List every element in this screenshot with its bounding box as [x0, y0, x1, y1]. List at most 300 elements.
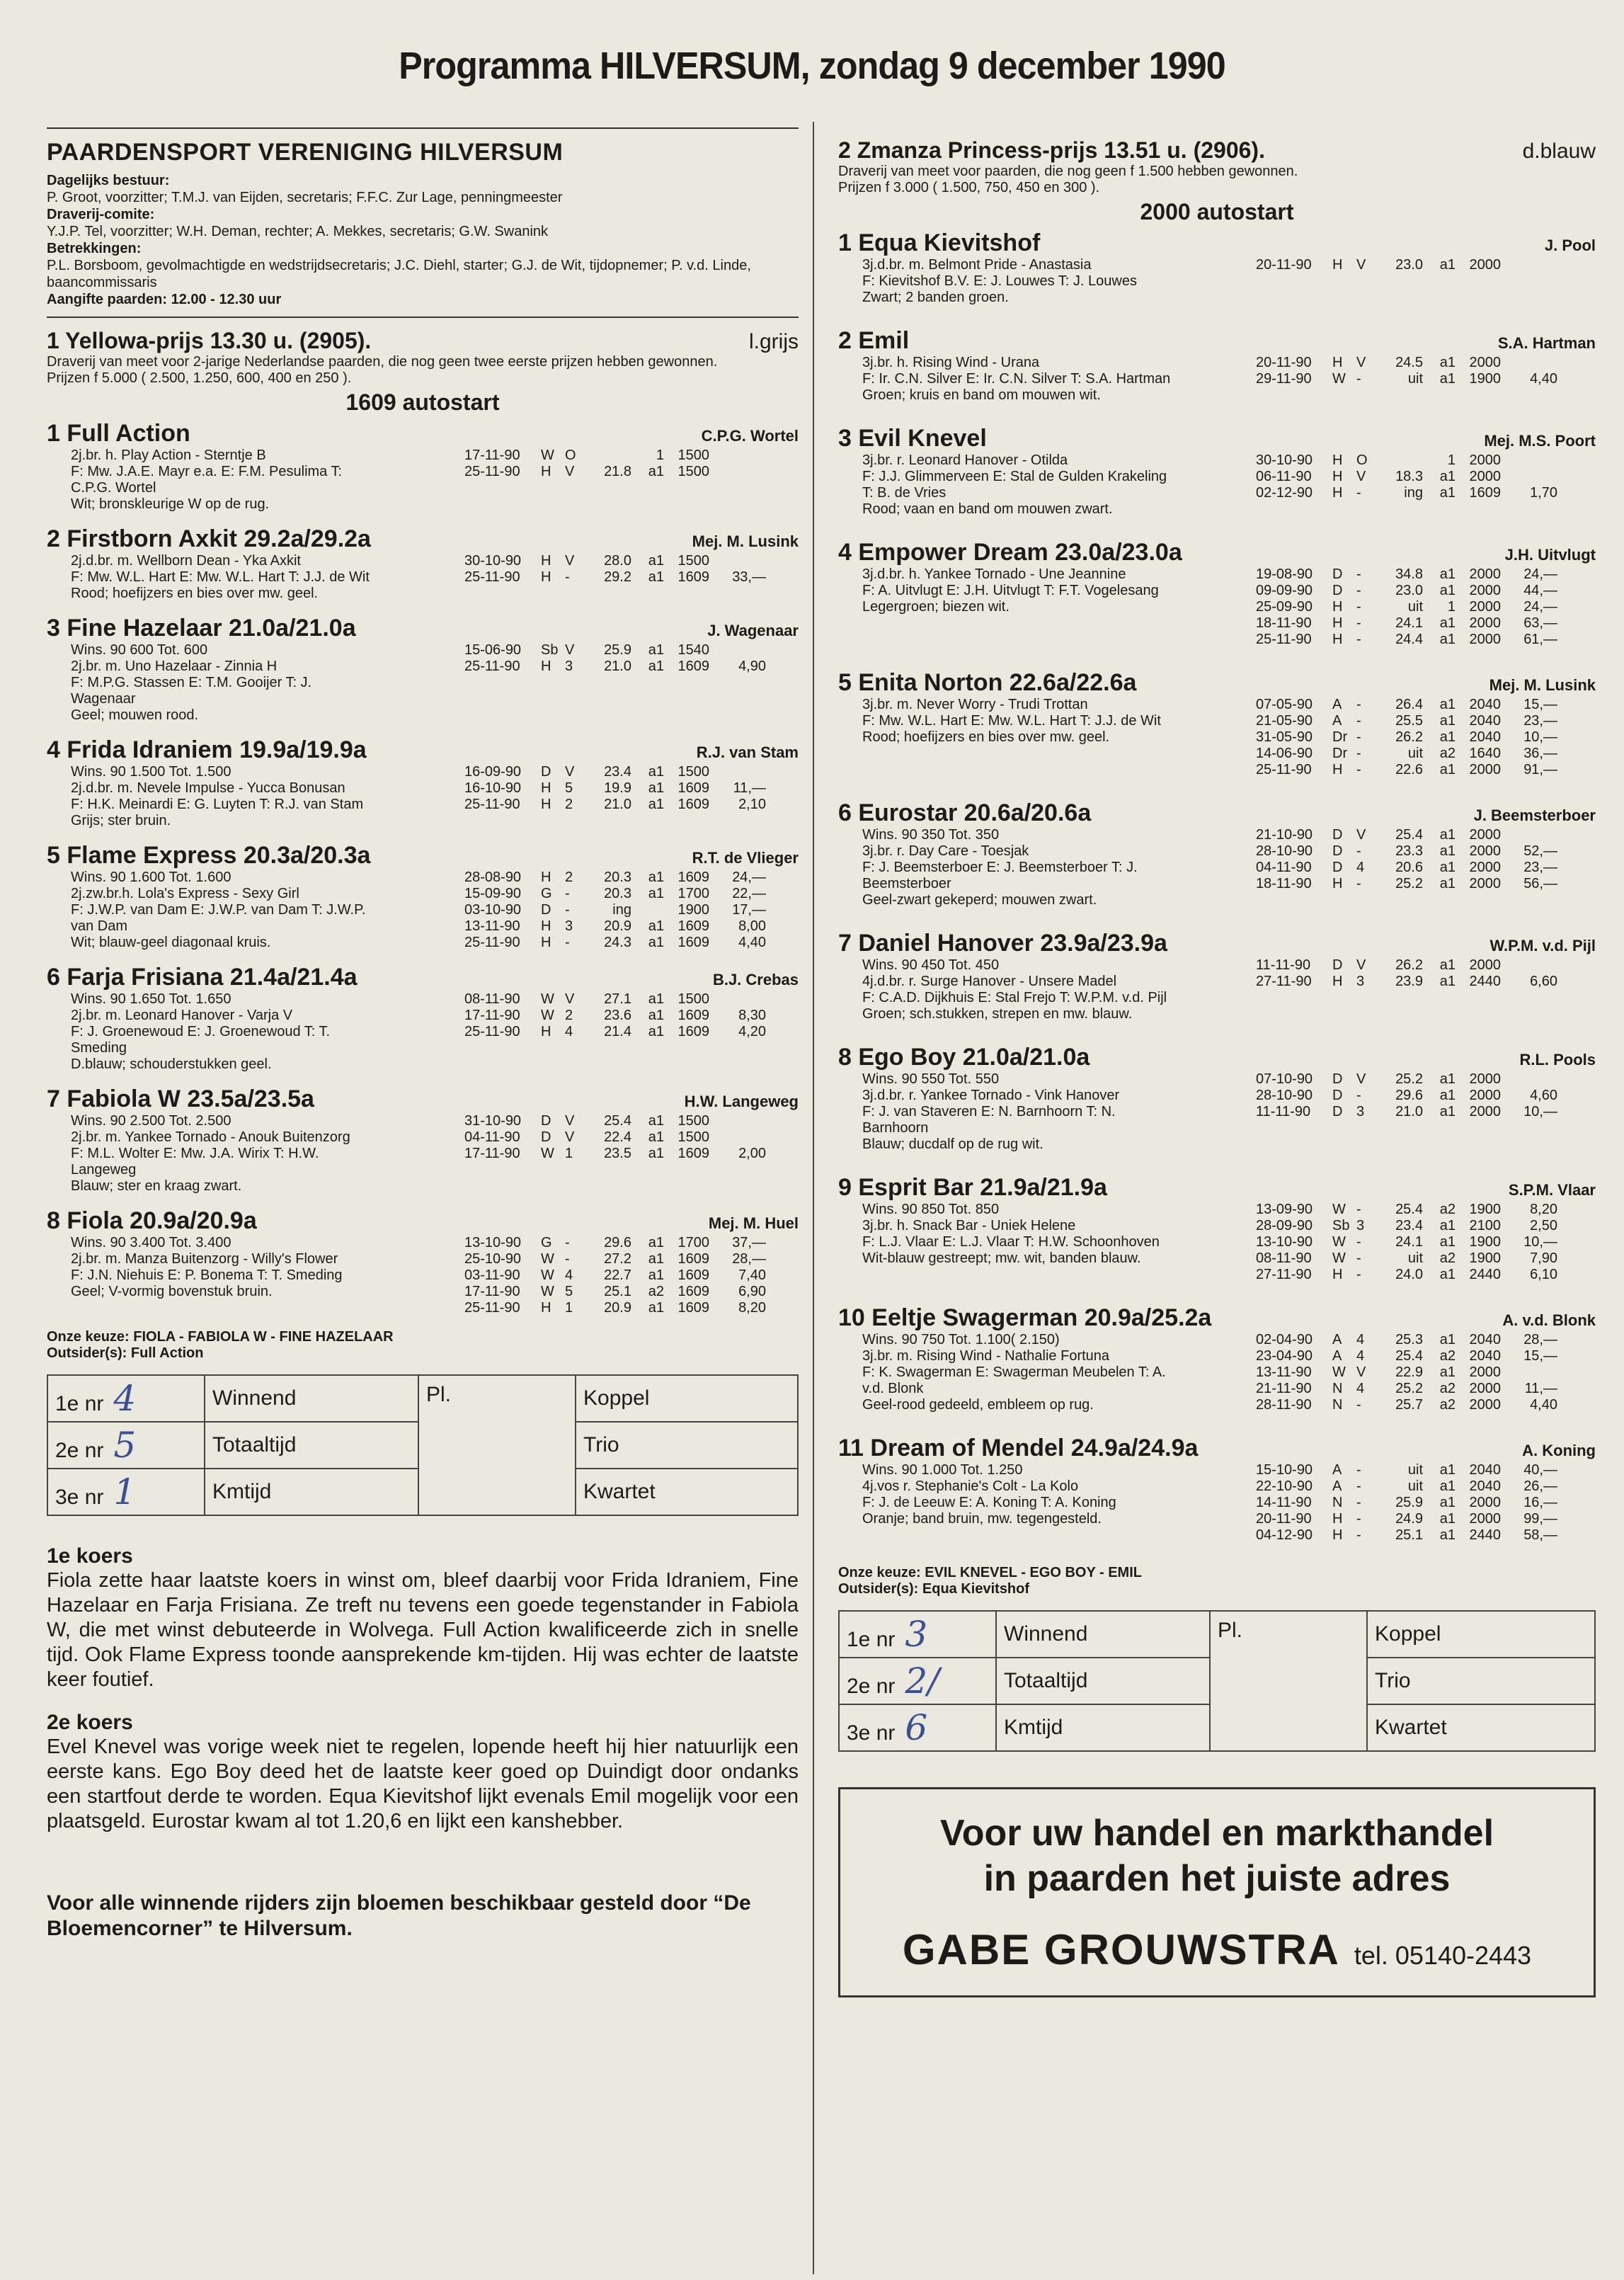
horse-entry	[838, 425, 1596, 518]
performance-row	[1256, 713, 1596, 729]
performance-cell: 2000	[1469, 1495, 1501, 1510]
horse-name: 11 Dream of Mendel 24.9a/24.9a	[838, 1435, 1199, 1461]
horse-trainer: J. Pool	[1544, 236, 1596, 254]
performance-cell: 2000	[1469, 452, 1501, 468]
horse-header	[838, 539, 1596, 566]
handwritten-number: 1	[113, 1471, 137, 1512]
performance-cell: -	[1356, 713, 1361, 729]
horse-info-line: F: Mw. W.L. Hart E: Mw. W.L. Hart T: J.J. de Wit	[862, 713, 1161, 729]
performance-row	[464, 1113, 799, 1129]
performance-cell: 23,—	[1523, 860, 1557, 875]
performance-cell: a1	[1439, 713, 1456, 729]
club-line	[47, 291, 799, 308]
horse-info-line: F: A. Uitvlugt E: J.H. Uitvlugt T: F.T. Vogelesang	[862, 583, 1159, 598]
performance-cell: a1	[1439, 1462, 1456, 1478]
club-section	[47, 139, 799, 308]
performance-cell: 26.4	[1395, 697, 1423, 712]
performance-cell: N	[1332, 1381, 1343, 1396]
horse-body	[838, 1202, 1596, 1283]
horse-header	[47, 1085, 799, 1113]
performance-cell: H	[541, 935, 551, 950]
horse-body	[47, 553, 799, 602]
performance-cell	[709, 448, 766, 464]
horse-info-line: F: H.K. Meinardi E: G. Luyten T: R.J. van Stam	[71, 797, 364, 812]
performance-cell: a2	[1439, 746, 1456, 761]
performance-cell: 20.3	[604, 886, 631, 901]
performance-cell: 20-11-90	[1256, 257, 1312, 273]
performance-cell: 33,—	[732, 569, 766, 585]
horse-header	[838, 930, 1596, 957]
performance-cell: V	[1356, 1071, 1366, 1087]
performance-cell: H	[1332, 599, 1343, 615]
performance-cell: 1500	[677, 464, 709, 479]
performance-cell: 17-11-90	[464, 448, 520, 463]
performance-cell: 1609	[1469, 485, 1501, 501]
performance-row	[1256, 1511, 1596, 1527]
performance-cell: 23.6	[604, 1008, 631, 1023]
performance-row	[464, 797, 799, 813]
performance-cell: 1900	[1469, 1250, 1501, 1266]
performance-cell: 22.4	[604, 1129, 631, 1145]
club-line-text: P. Groot, voorzitter; T.M.J. van Eijden, secretaris; F.F.C. Zur Lage, penningmeester	[47, 190, 563, 205]
performance-cell: 1609	[677, 659, 709, 674]
horse-info-line: F: J. de Leeuw E: A. Koning T: A. Koning	[862, 1495, 1116, 1510]
performance-row	[1256, 599, 1596, 615]
horse-info	[47, 553, 464, 602]
performance-cell: 28,—	[1523, 1332, 1557, 1347]
club-line-label: Betrekkingen:	[47, 241, 142, 256]
performance-cell: -	[1356, 1250, 1361, 1266]
performance-cell: 2040	[1469, 729, 1501, 745]
performance-cell: ing	[612, 902, 631, 918]
column-divider	[813, 122, 814, 2274]
horse-info-line: Langeweg	[71, 1162, 137, 1178]
performance-cell: 13-10-90	[464, 1235, 522, 1250]
performance-cell: 25.4	[1395, 1348, 1423, 1364]
horse-body	[47, 1113, 799, 1195]
performance-cell: -	[1356, 583, 1361, 598]
performance-cell: a1	[648, 886, 664, 901]
performance-cell: V	[565, 642, 575, 658]
horse-info-line: 2j.d.br. m. Wellborn Dean - Yka Axkit	[71, 553, 301, 569]
performance-cell: H	[1332, 1527, 1343, 1543]
race-color: d.blauw	[1522, 139, 1596, 163]
performance-cell	[709, 991, 766, 1008]
horse-trainer: J. Beemsterboer	[1473, 806, 1596, 824]
performance-row	[1256, 843, 1596, 860]
horse-name: 7 Daniel Hanover 23.9a/23.9a	[838, 930, 1167, 957]
performance-row	[1256, 746, 1596, 762]
performance-cell: 2000	[1469, 843, 1501, 859]
performance-cell: -	[565, 935, 570, 950]
performance-row	[1256, 729, 1596, 746]
horse-entry	[47, 1085, 799, 1195]
performance-row	[1256, 485, 1596, 501]
performance-cell: 04-12-90	[1256, 1527, 1313, 1543]
performance-cell: 14-11-90	[1256, 1495, 1312, 1510]
performance-cell: 04-11-90	[1256, 860, 1312, 875]
performance-cell: a1	[1439, 485, 1456, 501]
performance-cell: 18-11-90	[1256, 615, 1312, 631]
performance-cell: 2040	[1469, 1462, 1501, 1478]
horse-info	[838, 1202, 1256, 1283]
horse-name: 6 Eurostar 20.6a/20.6a	[838, 799, 1092, 826]
performance-cell: 31-10-90	[464, 1113, 522, 1129]
performance-row	[464, 935, 799, 951]
performance-cell: 2000	[1469, 876, 1501, 891]
performance-cell: H	[541, 659, 551, 674]
performance-cell: 25-09-90	[1256, 599, 1313, 615]
performance-row	[1256, 827, 1596, 843]
performance-row	[1256, 632, 1596, 648]
performance-cell: 34.8	[1395, 566, 1423, 582]
performance-cell: 1,70	[1530, 485, 1557, 501]
horse-info-line: Zwart; 2 banden groen.	[862, 290, 1009, 305]
horse-name: 8 Fiola 20.9a/20.9a	[47, 1207, 257, 1234]
performance-cell: -	[565, 886, 570, 901]
footnote: Voor alle winnende rijders zijn bloemen beschikbaar gesteld door “De Bloemencorner” te Hilversum.	[47, 1891, 751, 1940]
horse-performances	[1256, 1332, 1596, 1413]
performance-cell: 11,—	[733, 780, 766, 796]
performance-cell: 25-11-90	[464, 1024, 520, 1039]
performance-cell: -	[1356, 876, 1361, 891]
performance-cell: 4,90	[738, 659, 766, 674]
horse-trainer: R.L. Pools	[1519, 1051, 1596, 1068]
performance-row	[1256, 1088, 1596, 1104]
performance-cell: 4	[1356, 1381, 1365, 1396]
performance-cell: V	[565, 1129, 575, 1145]
performance-row	[1256, 1397, 1596, 1413]
horse-header	[47, 1207, 799, 1235]
performance-cell: 27.2	[604, 1251, 631, 1267]
performance-cell	[709, 764, 766, 780]
performance-row	[1256, 1332, 1596, 1348]
club-line	[47, 189, 799, 206]
performance-cell: a1	[1439, 1527, 1456, 1543]
performance-row	[1256, 469, 1596, 485]
performance-row	[464, 886, 799, 902]
race-title: 2 Zmanza Princess-prijs 13.51 u. (2906).	[838, 137, 1265, 163]
horse-name: 3 Evil Knevel	[838, 425, 987, 452]
performance-cell	[1501, 827, 1557, 843]
performance-cell: 4	[1356, 1332, 1365, 1347]
club-title: PAARDENSPORT VERENIGING HILVERSUM	[47, 139, 564, 166]
bet-place: Pl.	[418, 1375, 576, 1515]
performance-cell	[631, 902, 664, 918]
performance-cell: V	[565, 991, 575, 1007]
performance-row	[1256, 1218, 1596, 1234]
performance-cell: D	[541, 902, 551, 918]
horse-info-line: Rood; hoefijzers en bies over mw. geel.	[71, 586, 319, 601]
performance-cell: 11-11-90	[1256, 1104, 1311, 1119]
performance-cell	[586, 448, 631, 464]
performance-cell	[1501, 257, 1557, 273]
horse-entry	[838, 930, 1596, 1022]
horse-info	[838, 257, 1256, 306]
performance-cell: 17-11-90	[464, 1284, 520, 1299]
performance-cell: a2	[1439, 1250, 1456, 1266]
performance-cell: -	[1356, 599, 1361, 615]
performance-cell: 10,—	[1523, 1104, 1557, 1119]
performance-cell: ing	[1404, 485, 1423, 501]
horse-info-line: F: Mw. W.L. Hart E: Mw. W.L. Hart T: J.J. de Wit	[71, 569, 370, 585]
performance-cell: 2000	[1469, 1364, 1501, 1380]
performance-cell: W	[1332, 1234, 1346, 1250]
horse-info	[47, 448, 464, 513]
performance-cell: 25-11-90	[1256, 632, 1312, 647]
horse-performances	[1256, 355, 1596, 404]
horse-info-line: Wit; blauw-geel diagonaal kruis.	[71, 935, 271, 950]
bet-form	[838, 1610, 1596, 1752]
performance-cell: 25.4	[1395, 827, 1423, 843]
performance-cell: D	[1332, 566, 1343, 582]
performance-cell: a1	[1439, 1267, 1456, 1282]
performance-cell: A	[1332, 713, 1342, 729]
performance-cell: D	[1332, 1104, 1343, 1119]
bet-position-label: 3e nr	[847, 1721, 896, 1745]
performance-cell: 4,40	[1530, 371, 1557, 387]
performance-cell: 28,—	[732, 1251, 766, 1267]
performance-cell: 31-05-90	[1256, 729, 1313, 745]
horse-info-line: 4j.vos r. Stephanie's Colt - La Kolo	[862, 1478, 1079, 1494]
performance-cell: 20.3	[604, 870, 631, 885]
performance-cell: 24,—	[1523, 566, 1557, 582]
performance-cell: 2040	[1469, 697, 1501, 712]
horse-entry	[838, 1174, 1596, 1283]
horse-info-line: F: L.J. Vlaar E: L.J. Vlaar T: H.W. Schoonhoven	[862, 1234, 1160, 1250]
race-title: 1 Yellowa-prijs 13.30 u. (2905).	[47, 328, 372, 353]
performance-cell: a1	[1439, 827, 1456, 843]
horse-info-line: Barnhoorn	[862, 1120, 929, 1136]
horse-info-line: F: Ir. C.N. Silver E: Ir. C.N. Silver T: S.A. Hartman	[862, 371, 1171, 387]
performance-cell: 2100	[1469, 1218, 1501, 1233]
horse-info-line: Grijs; ster bruin.	[71, 813, 171, 828]
performance-cell: 15-06-90	[464, 642, 522, 658]
performance-row	[464, 780, 799, 797]
performance-cell: H	[541, 780, 551, 796]
horse-body	[838, 355, 1596, 404]
performance-cell: 20-11-90	[1256, 1511, 1312, 1527]
performance-cell: 21.0	[1395, 1104, 1423, 1119]
bet-position-label: 1e nr	[55, 1392, 104, 1415]
horse-info-line: 2j.d.br. m. Nevele Impulse - Yucca Bonusan	[71, 780, 345, 796]
bet-position	[839, 1658, 996, 1704]
performance-cell: 1609	[677, 1008, 709, 1023]
performance-cell: W	[541, 1284, 554, 1299]
horse-info-line: 3j.d.br. m. Belmont Pride - Anastasia	[862, 257, 1092, 273]
performance-cell: a1	[648, 870, 664, 885]
performance-cell: 2000	[1469, 827, 1501, 843]
performance-cell: Sb	[541, 642, 559, 658]
performance-cell: a1	[1439, 729, 1456, 745]
club-line	[47, 240, 799, 257]
performance-cell: 4	[1356, 860, 1365, 875]
performance-cell: A	[1332, 1348, 1342, 1364]
horse-info-line: F: J. Beemsterboer E: J. Beemsterboer T: J.	[862, 860, 1138, 875]
horse-info-line: Groen; sch.stukken, strepen en mw. blauw.	[862, 1006, 1133, 1022]
performance-cell: D	[541, 1113, 551, 1129]
performance-cell: 24,—	[732, 870, 766, 885]
horse-info-line: Wins. 90 450 Tot. 450	[862, 957, 1000, 973]
performance-cell: 24.4	[1395, 632, 1423, 647]
performance-row	[464, 1267, 799, 1284]
horse-info-line: Wins. 90 3.400 Tot. 3.400	[71, 1235, 231, 1250]
performance-cell: 25-11-90	[464, 569, 520, 585]
horse-body	[47, 1235, 799, 1316]
performance-cell: 16,—	[1523, 1495, 1557, 1510]
performance-row	[1256, 1381, 1596, 1397]
horse-entry	[838, 1304, 1596, 1413]
horse-name: 4 Empower Dream 23.0a/23.0a	[838, 539, 1182, 566]
prognosis-title: 1e koers	[47, 1544, 133, 1568]
horse-info-line: T: B. de Vries	[862, 485, 947, 501]
horse-performances	[464, 1235, 799, 1316]
performance-cell: a2	[1439, 1202, 1456, 1217]
horse-info	[47, 764, 464, 829]
performance-cell: 22.6	[1395, 762, 1423, 777]
performance-cell: 2040	[1469, 1348, 1501, 1364]
performance-cell: a1	[1439, 469, 1456, 484]
performance-cell: -	[1356, 729, 1361, 745]
performance-cell: W	[1332, 1202, 1346, 1217]
horse-performances	[1256, 452, 1596, 518]
bet-position-label: 2e nr	[55, 1439, 104, 1462]
performance-cell: a2	[1439, 1397, 1456, 1413]
horse-entry	[838, 1044, 1596, 1153]
handwritten-number: 2/	[905, 1660, 940, 1702]
performance-cell: 7,40	[738, 1267, 766, 1283]
performance-cell: -	[1356, 1234, 1361, 1250]
horse-body	[838, 257, 1596, 306]
performance-cell: 25-11-90	[464, 935, 520, 950]
performance-cell: 25.4	[1395, 1202, 1423, 1217]
performance-cell: 1900	[1469, 1234, 1501, 1250]
performance-row	[1256, 876, 1596, 892]
performance-cell: 29.6	[604, 1235, 631, 1250]
performance-cell: -	[1356, 746, 1361, 761]
ad-name: GABE GROUWSTRA	[902, 1926, 1340, 1973]
performance-cell: 2440	[1469, 974, 1501, 989]
performance-cell: W	[541, 448, 554, 463]
performance-cell: 56,—	[1523, 876, 1557, 891]
performance-cell: 1609	[677, 797, 709, 812]
performance-row	[1256, 1234, 1596, 1250]
horse-header	[838, 1304, 1596, 1332]
left-column	[47, 127, 799, 1942]
performance-cell: 2000	[1469, 957, 1501, 973]
performance-cell: 1500	[677, 764, 709, 780]
race-header	[47, 328, 799, 354]
horse-trainer: S.P.M. Vlaar	[1508, 1181, 1596, 1199]
horse-info-line: Blauw; ster en kraag zwart.	[71, 1178, 242, 1194]
horse-info-line: F: M.P.G. Stassen E: T.M. Gooijer T: J.	[71, 675, 312, 690]
club-line	[47, 257, 799, 291]
performance-cell: -	[1356, 485, 1361, 501]
prognoses	[47, 1544, 799, 1834]
performance-cell: -	[1356, 762, 1361, 777]
performance-cell: V	[565, 553, 575, 569]
performance-cell: H	[1332, 485, 1343, 501]
horse-info-line: Wins. 90 600 Tot. 600	[71, 642, 208, 658]
bet-position	[839, 1611, 996, 1658]
horse-info-line: F: J.N. Niehuis E: P. Bonema T: T. Smeding	[71, 1267, 343, 1283]
performance-cell	[1501, 1364, 1557, 1381]
performance-cell: 2000	[1469, 469, 1501, 484]
club-line-label: Draverij-comite:	[47, 207, 155, 222]
performance-cell: A	[1332, 1332, 1342, 1347]
performance-cell: 20.9	[604, 918, 631, 934]
performance-cell: 08-11-90	[1256, 1250, 1312, 1266]
performance-cell: G	[541, 1235, 552, 1250]
outsider: Outsider(s): Full Action	[47, 1345, 204, 1361]
horse-performances	[464, 991, 799, 1073]
horse-header	[47, 964, 799, 991]
horse-name: 4 Frida Idraniem 19.9a/19.9a	[47, 736, 367, 763]
performance-cell: -	[1356, 1495, 1361, 1510]
horse-info	[47, 1113, 464, 1195]
horse-entry	[838, 669, 1596, 778]
performance-cell: W	[541, 1008, 554, 1023]
performance-cell: 29.6	[1395, 1088, 1423, 1103]
performance-cell: Sb	[1332, 1218, 1350, 1233]
ad-line-1: Voor uw handel en markthandel	[939, 1813, 1494, 1854]
performance-row	[464, 1251, 799, 1267]
performance-cell	[1501, 957, 1557, 974]
performance-cell: 18-11-90	[1256, 876, 1312, 891]
horse-info-line: F: Mw. J.A.E. Mayr e.a. E: F.M. Pesulima T:	[71, 464, 343, 479]
performance-cell: 1	[656, 448, 664, 463]
performance-cell: 2,00	[738, 1146, 766, 1161]
horse-entry	[838, 539, 1596, 648]
horse-info-line: 3j.br. r. Day Care - Toesjak	[862, 843, 1029, 859]
horse-info-line: F: K. Swagerman E: Swagerman Meubelen T: A.	[862, 1364, 1166, 1380]
performance-cell: 1609	[677, 1284, 709, 1299]
race-description: Prijzen f 5.000 ( 2.500, 1.250, 600, 400 en 250 ).	[47, 370, 352, 386]
horse-info-line: Beemsterboer	[862, 876, 951, 891]
performance-cell: 1500	[677, 553, 709, 569]
performance-cell: 2000	[1469, 1088, 1501, 1103]
performance-cell: 25.9	[1395, 1495, 1423, 1510]
performance-cell: 02-04-90	[1256, 1332, 1313, 1347]
performance-cell: 2000	[1469, 860, 1501, 875]
horse-info-line: Geel; mouwen rood.	[71, 707, 199, 723]
performance-cell: -	[1356, 615, 1361, 631]
horse-trainer: A. Koning	[1522, 1442, 1596, 1459]
performance-cell: 6,60	[1530, 974, 1557, 989]
bet-position-label: 1e nr	[847, 1628, 896, 1651]
horse-info-line: 3j.br. m. Rising Wind - Nathalie Fortuna	[862, 1348, 1110, 1364]
bet-place: Pl.	[1210, 1611, 1367, 1751]
performance-cell: 14-06-90	[1256, 746, 1313, 761]
performance-cell: a1	[648, 797, 664, 812]
horse-info-line: 2j.br. m. Leonard Hanover - Varja V	[71, 1008, 293, 1023]
performance-cell: 44,—	[1523, 583, 1557, 598]
race-2	[838, 137, 1596, 1752]
horse-trainer: H.W. Langeweg	[684, 1093, 799, 1110]
performance-cell: a1	[648, 464, 664, 479]
race-description: Draverij van meet voor 2-jarige Nederlandse paarden, die nog geen twee eerste prijzen hebben gewonnen.	[47, 354, 718, 370]
performance-cell: 25.7	[1395, 1397, 1423, 1413]
performance-cell: -	[1356, 843, 1361, 859]
performance-cell	[1501, 452, 1557, 469]
page-title: Programma HILVERSUM, zondag 9 december 1990	[399, 45, 1225, 87]
performance-cell: a1	[1439, 566, 1456, 582]
horse-performances	[1256, 257, 1596, 306]
performance-cell: 25-11-90	[464, 464, 520, 479]
performance-cell: 25-11-90	[464, 659, 520, 674]
performance-cell: 1640	[1469, 746, 1501, 761]
performance-row	[1256, 1267, 1596, 1283]
